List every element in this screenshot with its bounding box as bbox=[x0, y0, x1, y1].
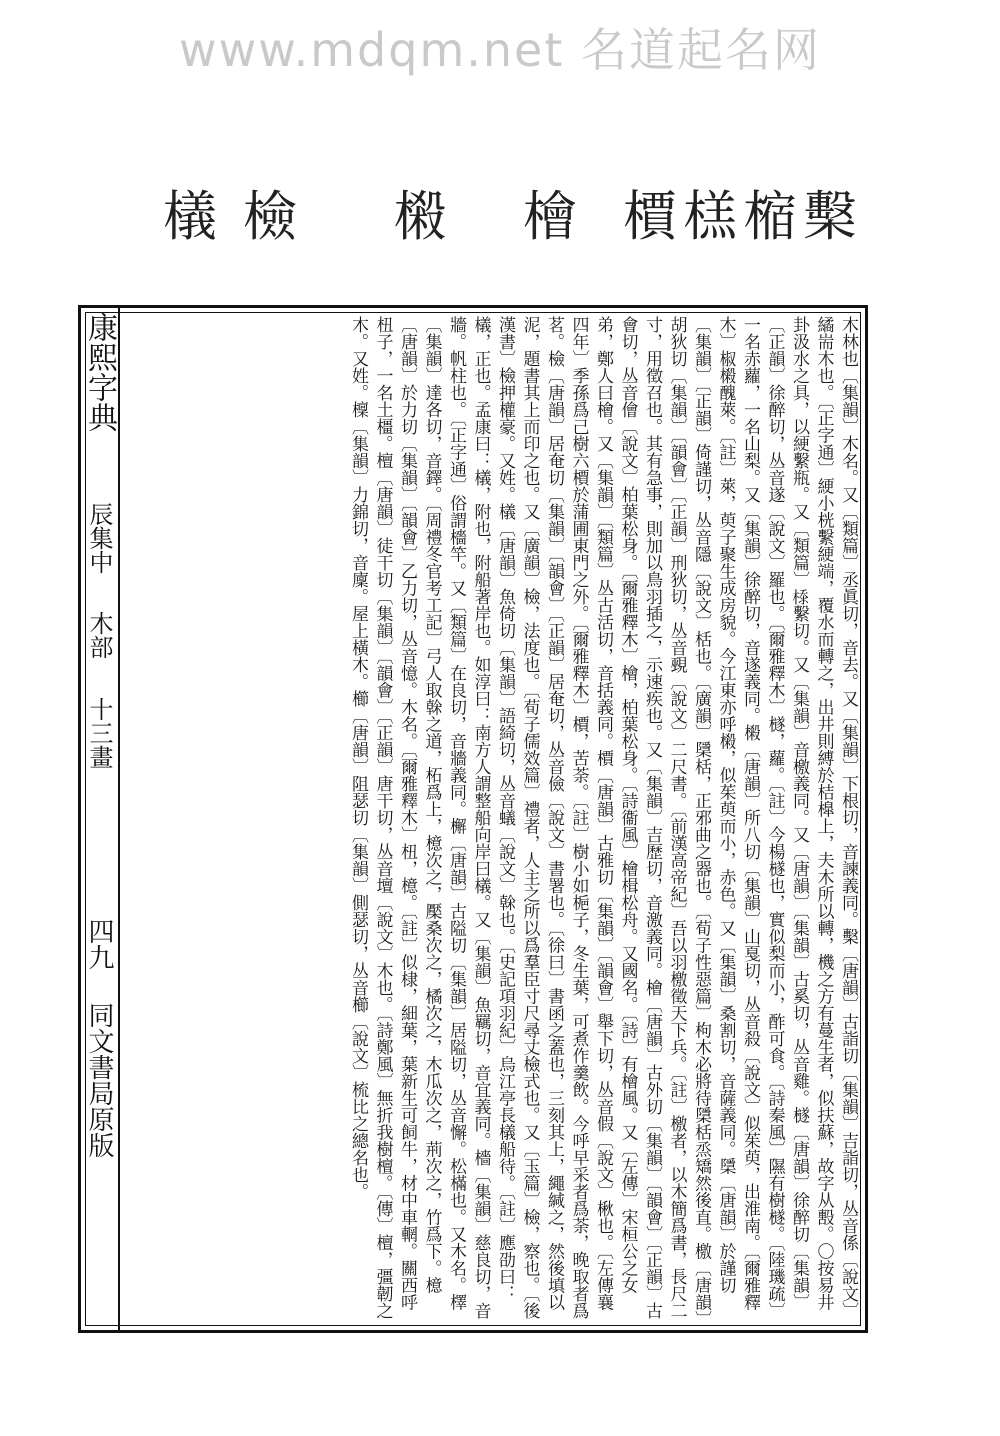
sidebar-title bbox=[82, 312, 116, 1327]
seal-glyph: 檜 bbox=[523, 185, 577, 248]
seal-glyph: 樧 bbox=[393, 185, 447, 248]
dictionary-body: 木林也〔集韻〕木名。又〔類篇〕丞眞切，音去。又〔集韻〕下根切，音諫義同。檕〔唐韻〕古詣切〔集韻〕吉詣切，丛音係〔說文〕繘耑木也。〔正字通〕綆小桄繫綆端，覆水而轉之，出井則縛於桔橰上，夫木所以轉，機之方有蔓生者，似扶蘇，故字从毄。〇按易井卦汲水之具，以綆繫瓶。又〔類篇〕𣕊繫切。又〔集韻〕音檄義同。又〔唐韻〕〔集韻〕古奚切，丛音雞。檖〔唐韻〕徐醉切〔集韻〕〔正韻〕徐醉切，丛音遂〔說文〕羅也。〔爾雅釋木〕檖，蘿。〔註〕今楊檖也，實似梨而小，酢可食。〔詩秦風〕隰有樹檖。〔陸璣疏〕一名赤蘿，一名山梨。又〔集韻〕徐醉切，音遂義同。樧〔唐韻〕所八切〔集韻〕山戛切，丛音殺〔說文〕似茱萸，出淮南。〔爾雅釋木〕椒樧醜萊。〔註〕萊，萸子聚生成房貌。今江東亦呼樧，似茱萸而小，赤色。又〔集韻〕桑割切，音薩義同。檃〔唐韻〕於謹切〔集韻〕〔正韻〕倚謹切，丛音隱〔說文〕栝也。〔廣韻〕檃栝，正邪曲之器也。〔荀子性惡篇〕枸木必將待檃栝烝矯然後直。檄〔唐韻〕胡狄切〔集韻〕〔韻會〕〔正韻〕刑狄切，丛音覡〔說文〕二尺書。〔前漢高帝紀〕吾以羽檄徵天下兵。〔註〕檄者，以木簡爲書，長尺二寸，用徵召也。其有急事，則加以鳥羽插之，示速疾也。又〔集韻〕吉歷切，音激義同。檜〔唐韻〕古外切〔集韻〕〔韻會〕〔正韻〕古會切，丛音儈〔說文〕柏葉松身。〔爾雅釋木〕檜，柏葉松身。〔詩衞風〕檜楫松舟。又國名。〔詩〕有檜風。又〔左傳〕宋桓公之女弟，鄭人曰檜。又〔集韻〕〔類篇〕丛古活切，音括義同。檟〔唐韻〕古雅切〔集韻〕〔韻會〕舉下切，丛音假〔說文〕楸也。〔左傳襄四年〕季孫爲己樹六檟於蒲圃東門之外。〔爾雅釋木〕檟，苦荼。〔註〕樹小如梔子，冬生葉，可煮作羹飲。今呼早采者爲荼，晚取者爲茗。檢〔唐韻〕居奄切〔集韻〕〔韻會〕〔正韻〕居奄切，丛音儉〔說文〕書署也。〔徐曰〕書函之蓋也，三刻其上，繩緘之，然後填以泥，題書其上而印之也。又〔廣韻〕檢，法度也。〔荀子儒效篇〕禮者，人主之所以爲羣臣寸尺尋丈檢式也。又〔玉篇〕檢，察也。〔後漢書〕檢押權豪。又姓。檥〔唐韻〕魚倚切〔集韻〕語綺切，丛音蟻〔說文〕榦也。〔史記項羽紀〕烏江亭長檥船待。〔註〕應劭曰：檥，正也。孟康曰：檥，附也，附船著岸也。如淳曰：南方人謂整船向岸曰檥。又〔集韻〕魚羈切，音宜義同。檣〔集韻〕慈良切，音牆。帆柱也。〔正字通〕俗謂檣竿。又〔類篇〕在良切，音牆義同。檞〔唐韻〕古隘切〔集韻〕居隘切，丛音懈。松樠也。又木名。檡〔集韻〕達各切，音鐸。〔周禮冬官考工記〕弓人取榦之道，柘爲上，檍次之，檿桑次之，橘次之，木瓜次之，荊次之，竹爲下。檍〔唐韻〕於力切〔集韻〕〔韻會〕乙力切，丛音憶。木名。〔爾雅釋木〕杻，檍。〔註〕似棣，細葉，葉新生可飼牛，材中車輞。關西呼杻子，一名土橿。檀〔唐韻〕徒干切〔集韻〕〔韻會〕〔正韻〕唐干切，丛音壇〔說文〕木也。〔詩鄭風〕無折我樹檀。〔傳〕檀，彊韌之木。又姓。檁〔集韻〕力錦切，音廩。屋上橫木。櫛〔唐韻〕阻瑟切〔集韻〕側瑟切，丛音櫛〔說文〕梳比之總名也。 bbox=[348, 316, 858, 1319]
seal-glyph: 檕 bbox=[803, 185, 857, 248]
collection-label: 辰集中 bbox=[85, 501, 113, 574]
seal-glyph: 樎 bbox=[743, 185, 797, 248]
dictionary-title: 康熙字典 bbox=[82, 312, 117, 432]
seal-glyph: 檥 bbox=[163, 185, 217, 248]
frame-divider bbox=[118, 305, 120, 1333]
watermark: www.mdqm.net 名道起名网 bbox=[178, 23, 822, 77]
seal-glyph: 檢 bbox=[243, 185, 297, 248]
leaf-number: 四九 bbox=[84, 918, 114, 971]
seal-glyph: 榚 bbox=[683, 185, 737, 248]
publisher-label: 同文書局原版 bbox=[84, 1001, 114, 1158]
radical-label: 木部 bbox=[85, 611, 113, 660]
seal-glyph: 檟 bbox=[623, 185, 677, 248]
seal-script-row bbox=[150, 185, 860, 255]
stroke-label: 十三畫 bbox=[85, 696, 113, 769]
